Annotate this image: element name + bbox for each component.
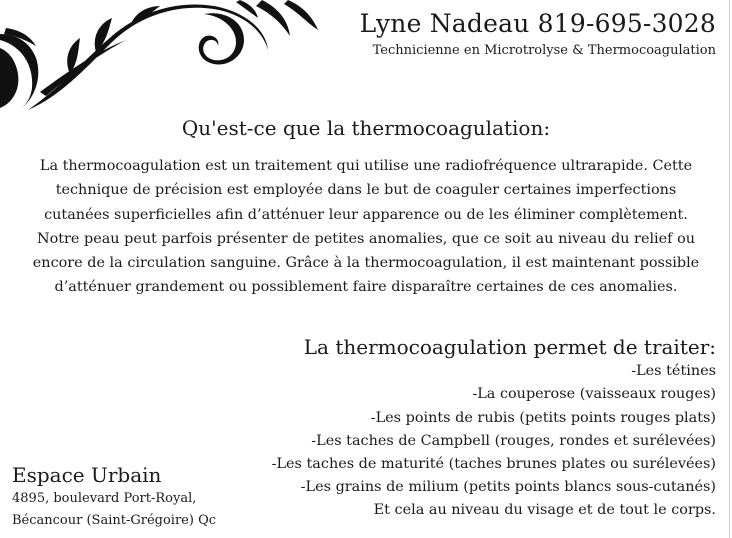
paragraph-line: La thermocoagulation est un traitement qui utilise une radiofréquence ultrarapide. Cette <box>39 158 693 174</box>
floral-swirl-ornament-icon <box>0 0 330 110</box>
practitioner-title: Technicienne en Microtrolyse & Thermocoagulation <box>372 43 716 58</box>
treatment-item: -La couperose (vaisseaux rouges) <box>472 386 716 403</box>
header <box>360 8 716 60</box>
treatments-closing: Et cela au niveau du visage et de tout le corps. <box>373 502 716 518</box>
venue-address-line1: 4895, boulevard Port-Royal, <box>12 491 197 506</box>
treatments-title: La thermocoagulation permet de traiter: <box>303 335 716 359</box>
treatment-item: -Les points de rubis (petits points rouges plats) <box>370 409 716 426</box>
paragraph-line: encore de la circulation sanguine. Grâce à la thermocoagulation, il est maintenant possible <box>32 255 700 272</box>
venue-name: Espace Urbain <box>12 463 162 487</box>
practitioner-name-phone: Lyne Nadeau 819-695-3028 <box>359 9 716 38</box>
treatment-item: -Les taches de Campbell (rouges, rondes et surélevées) <box>311 432 716 449</box>
paragraph-line: technique de précision est employée dans le but de coaguler certaines imperfections <box>55 182 677 199</box>
treatment-item: -Les taches de maturité (taches brunes plates ou surélevées) <box>271 456 716 473</box>
section-title: Qu'est-ce que la thermocoagulation: <box>181 116 551 140</box>
venue-address-line2: Bécancour (Saint-Grégoire) Qc <box>12 513 217 528</box>
page-edge-divider <box>729 0 730 538</box>
treatment-item: -Les grains de milium (petits points blancs sous-cutanés) <box>300 479 716 496</box>
paragraph-line: Notre peau peut parfois présenter de petites anomalies, que ce soit au niveau du relief ou <box>36 230 696 247</box>
venue-block <box>12 462 216 532</box>
paragraph-line: d’atténuer grandement ou possiblement faire disparaître certaines de ces anomalies. <box>54 279 678 296</box>
treatment-item: -Les tétines <box>631 363 716 379</box>
paragraph-line: cutanées superficielles afin d’atténuer leur apparence ou de les éliminer complètement. <box>44 206 688 223</box>
description-paragraph <box>10 154 722 300</box>
treatments-list <box>272 360 716 500</box>
